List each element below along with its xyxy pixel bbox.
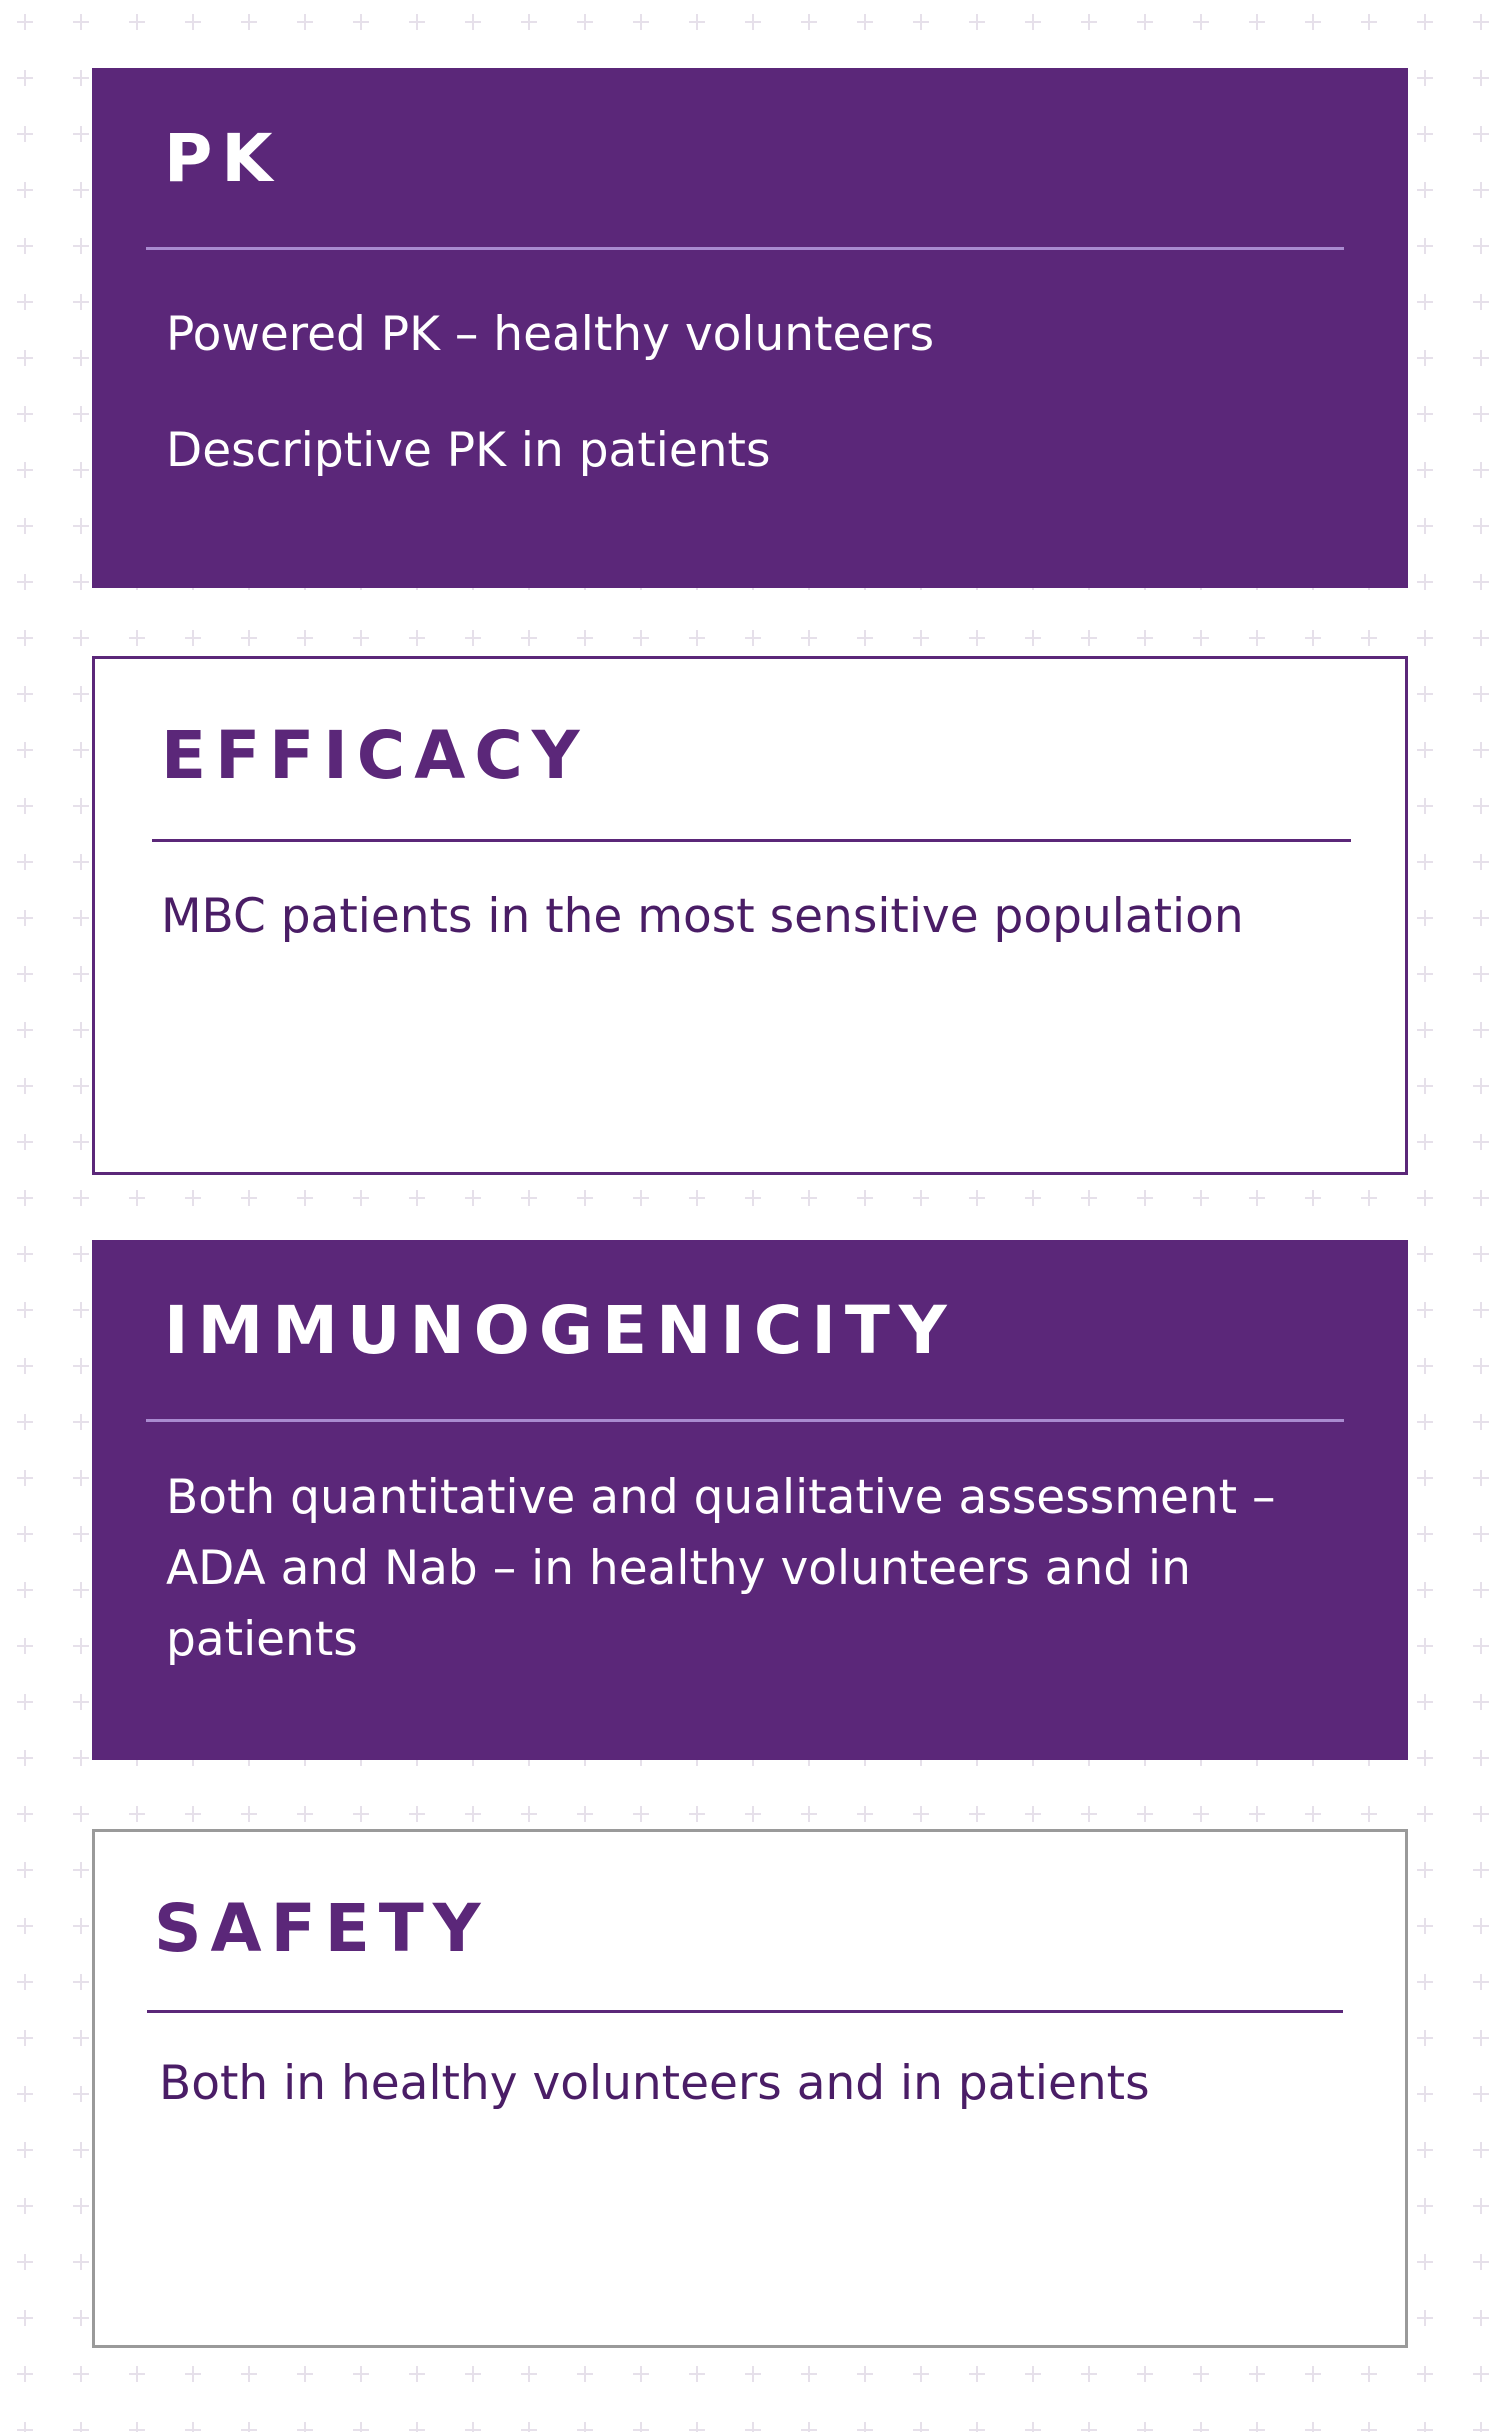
safety-card-title: SAFETY xyxy=(154,1890,490,1967)
pk-card-line: Powered PK – healthy volunteers xyxy=(166,307,935,362)
immunogenicity-card-divider xyxy=(146,1419,1344,1422)
pk-card-title: PK xyxy=(164,120,282,197)
pk-card-body xyxy=(166,299,1338,531)
immunogenicity-card-title: IMMUNOGENICITY xyxy=(164,1292,956,1369)
immunogenicity-card xyxy=(92,1240,1408,1760)
safety-card-divider xyxy=(147,2010,1343,2013)
safety-card-body xyxy=(159,2048,1335,2164)
pk-card xyxy=(92,68,1408,588)
efficacy-card xyxy=(92,656,1408,1175)
efficacy-card-divider xyxy=(152,839,1351,842)
immunogenicity-card-body: Both quantitative and qualitative assessment – ADA and Nab – in healthy volunteers and in patients xyxy=(166,1470,1276,1667)
pk-card-line: Descriptive PK in patients xyxy=(166,423,771,478)
efficacy-card-line: MBC patients in the most sensitive population xyxy=(161,889,1244,944)
safety-card-line: Both in healthy volunteers and in patients xyxy=(159,2056,1150,2111)
efficacy-card-title: EFFICACY xyxy=(161,717,589,794)
pk-card-divider xyxy=(146,247,1344,250)
efficacy-card-body xyxy=(161,881,1335,997)
safety-card xyxy=(92,1829,1408,2348)
